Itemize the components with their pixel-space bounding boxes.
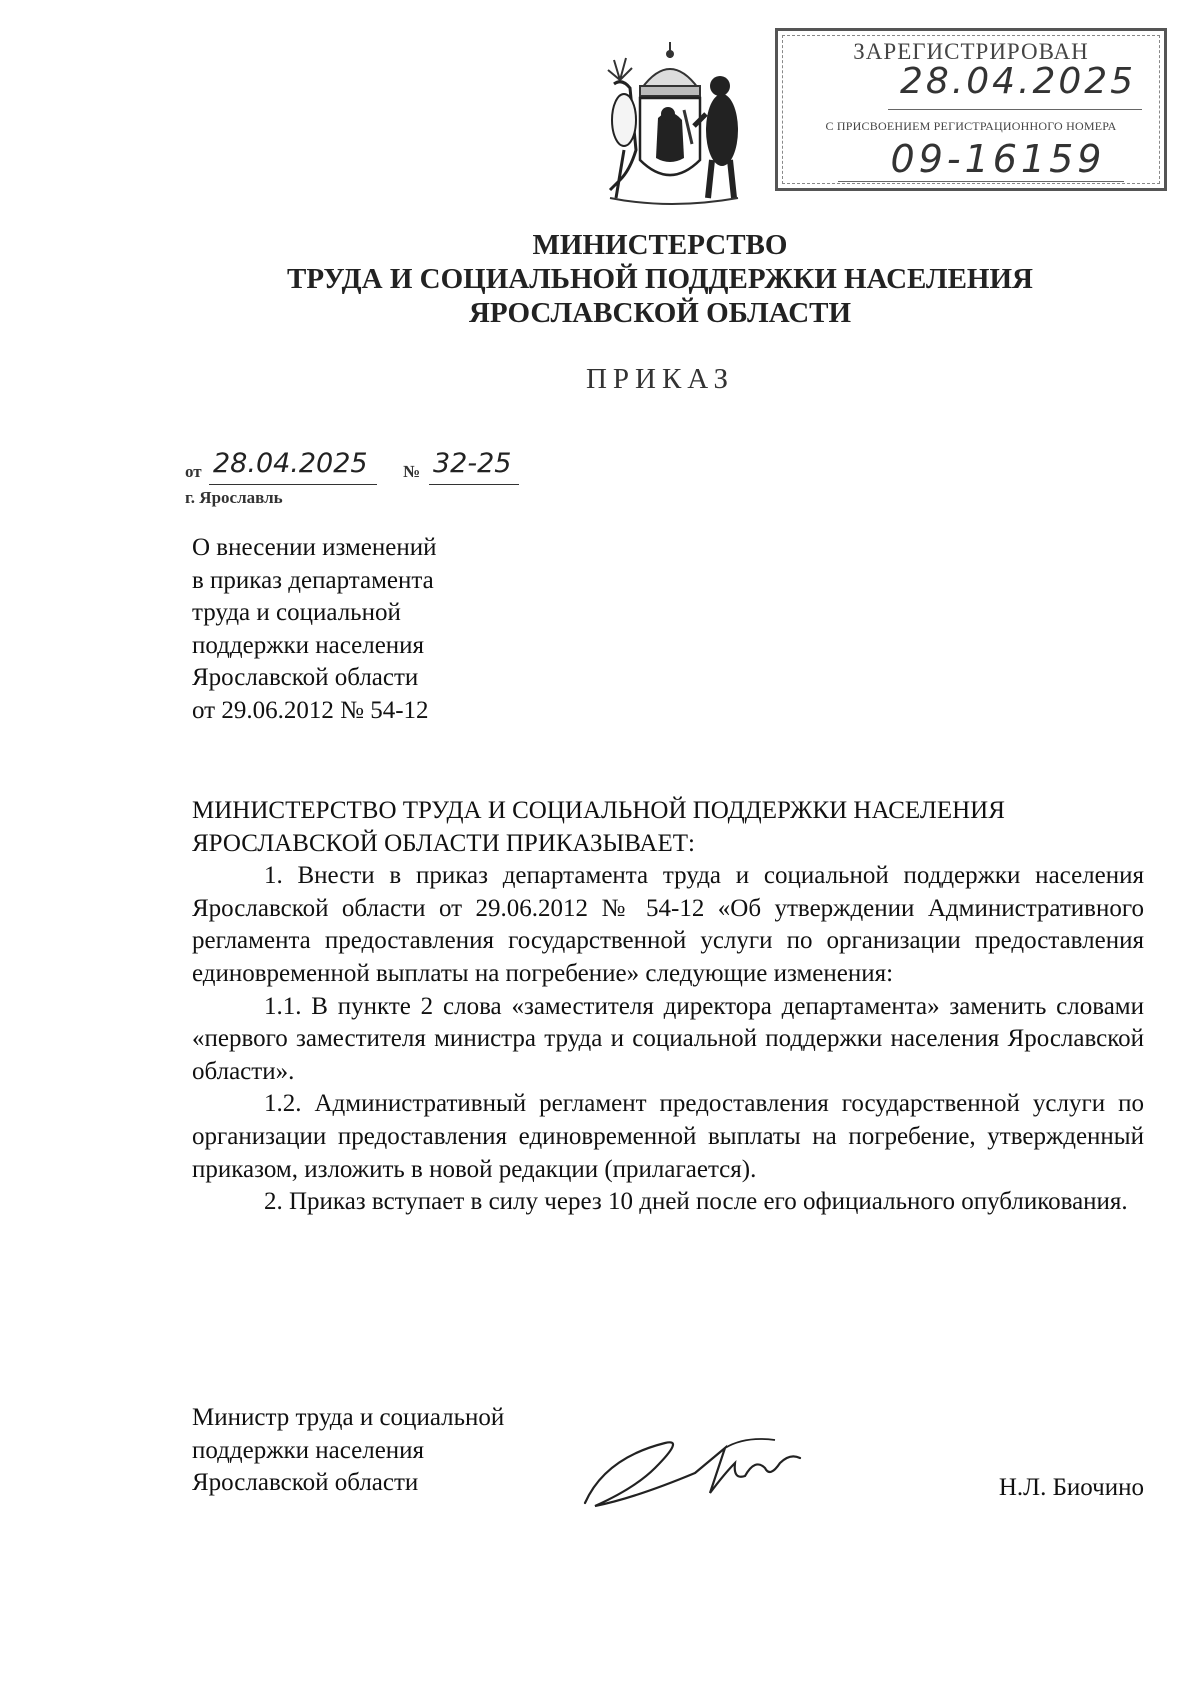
stamp-date: 28.04.2025 (899, 61, 1137, 102)
date-label: от (185, 462, 202, 481)
signer-title (192, 1402, 592, 1500)
stamp-title: ЗАРЕГИСТРИРОВАН (853, 39, 1089, 64)
signer-name: Н.Л. Биочино (998, 1474, 1144, 1501)
city-label: г. Ярославль (185, 488, 283, 507)
paragraph-1-2: 1.2. Административный регламент предоставления государственной услуги по организации предоставления единовременной выплаты на погребение, утвержденный приказом, изложить в новой редакции (прилагается). (192, 1090, 1144, 1183)
stamp-caption: С ПРИСВОЕНИЕМ РЕГИСТРАЦИОННОГО НОМЕРА (825, 119, 1117, 133)
registration-stamp (775, 28, 1167, 191)
subject-line: Ярославской области (192, 664, 419, 691)
paragraph-1: 1. Внести в приказ департамента труда и социальной поддержки населения Ярославской области от 29.06.2012 № 54-12 «Об утверждении Административного регламента предоставления государственной услуги по организации предоставления единовременной выплаты на погребение» следующие изменения: (192, 862, 1144, 987)
order-body (192, 795, 1144, 1219)
subject-line: О внесении изменений (192, 534, 437, 561)
ministry-line-2: ТРУДА И СОЦИАЛЬНОЙ ПОДДЕРЖКИ НАСЕЛЕНИЯ (287, 263, 1033, 295)
signer-title-line: Министр труда и социальной (192, 1404, 505, 1431)
paragraph-2: 2. Приказ вступает в силу через 10 дней после его официального опубликования. (264, 1188, 1128, 1216)
subject-line: в приказ департамента (192, 566, 434, 594)
number-label: № (403, 462, 421, 481)
date-underline (209, 484, 377, 485)
number-underline (429, 484, 519, 485)
paragraph-1-1: 1.1. В пункте 2 слова «заместителя директора департамента» заменить словами «первого заместителя министра труда и социальной поддержки населения Ярославской области». (192, 992, 1144, 1085)
handwritten-signature (575, 1418, 815, 1518)
order-subject (192, 532, 512, 727)
ministry-line-3: ЯРОСЛАВСКОЙ ОБЛАСТИ (468, 297, 852, 329)
order-number: 32-25 (433, 448, 512, 479)
stamp-date-underline (888, 109, 1142, 110)
order-date-number (185, 448, 685, 488)
stamp-number: 09-16159 (890, 137, 1106, 181)
subject-line: поддержки населения (192, 631, 425, 659)
subject-line: от 29.06.2012 № 54-12 (192, 696, 429, 724)
coat-of-arms-icon (580, 40, 760, 205)
signer-title-line: поддержки населения (192, 1436, 425, 1464)
ministry-header (160, 228, 1160, 330)
order-preamble: МИНИСТЕРСТВО ТРУДА И СОЦИАЛЬНОЙ ПОДДЕРЖКИ НАСЕЛЕНИЯ ЯРОСЛАВСКОЙ ОБЛАСТИ ПРИКАЗЫВАЕТ: (192, 797, 1005, 857)
subject-line: труда и социальной (192, 599, 401, 626)
order-date: 28.04.2025 (213, 448, 368, 479)
document-type-title: ПРИКАЗ (585, 363, 735, 395)
stamp-number-underline (838, 181, 1124, 182)
ministry-line-1: МИНИСТЕРСТВО (532, 229, 788, 261)
signer-title-line: Ярославской области (192, 1469, 419, 1496)
